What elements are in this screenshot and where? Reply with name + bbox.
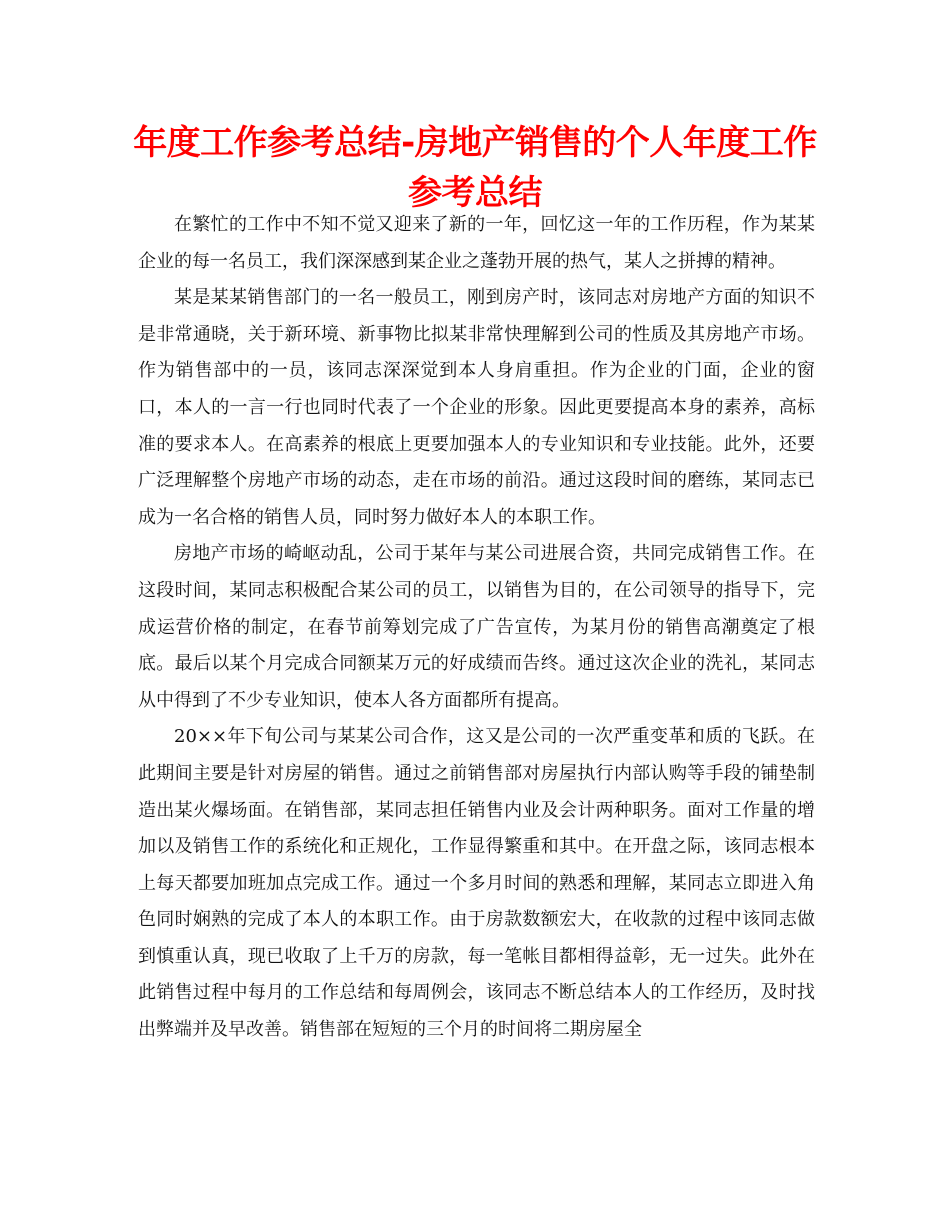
paragraph: 某是某某销售部门的一名一般员工，刚到房产时，该同志对房地产方面的知识不是非常通晓，关于新环境、新事物比拟某非常快理解到公司的性质及其房地产市场。作为销售部中的一员，该同志深深觉到本人身肩重担。作为企业的门面，企业的窗口，本人的一言一行也同时代表了一个企业的形象。因此更要提高本身的素养，高标准的要求本人。在高素养的根底上更要加强本人的专业知识和专业技能。此外，还要广泛理解整个房地产市场的动态，走在市场的前沿。通过这段时间的磨练，某同志已成为一名合格的销售人员，同时努力做好本人的本职工作。 [138,287,815,528]
document-body [138,207,815,1049]
paragraph: 在繁忙的工作中不知不觉又迎来了新的一年，回忆这一年的工作历程，作为某某企业的每一名员工，我们深深感到某企业之蓬勃开展的热气，某人之拼搏的精神。 [138,214,815,272]
paragraph: 房地产市场的崎岖动乱，公司于某年与某公司进展合资，共同完成销售工作。在这段时间，某同志积极配合某公司的员工，以销售为目的，在公司领导的指导下，完成运营价格的制定，在春节前筹划完成了广告宣传，为某月份的销售高潮奠定了根底。最后以某个月完成合同额某万元的好成绩而告终。通过这次企业的洗礼，某同志从中得到了不少专业知识，使本人各方面都所有提高。 [138,543,815,711]
paragraph: 20××年下旬公司与某某公司合作，这又是公司的一次严重变革和质的飞跃。在此期间主要是针对房屋的销售。通过之前销售部对房屋执行内部认购等手段的铺垫制造出某火爆场面。在销售部，某同志担任销售内业及会计两种职务。面对工作量的增加以及销售工作的系统化和正规化，工作显得繁重和其中。在开盘之际，该同志根本上每天都要加班加点完成工作。通过一个多月时间的熟悉和理解，某同志立即进入角色同时娴熟的完成了本人的本职工作。由于房款数额宏大，在收款的过程中该同志做到慎重认真，现已收取了上千万的房款，每一笔帐目都相得益彰，无一过失。此外在此销售过程中每月的工作总结和每周例会，该同志不断总结本人的工作经历，及时找出弊端并及早改善。销售部在短短的三个月的时间将二期房屋全 [138,726,815,1041]
document-title: 年度工作参考总结-房地产销售的个人年度工作参考总结 [133,123,817,213]
